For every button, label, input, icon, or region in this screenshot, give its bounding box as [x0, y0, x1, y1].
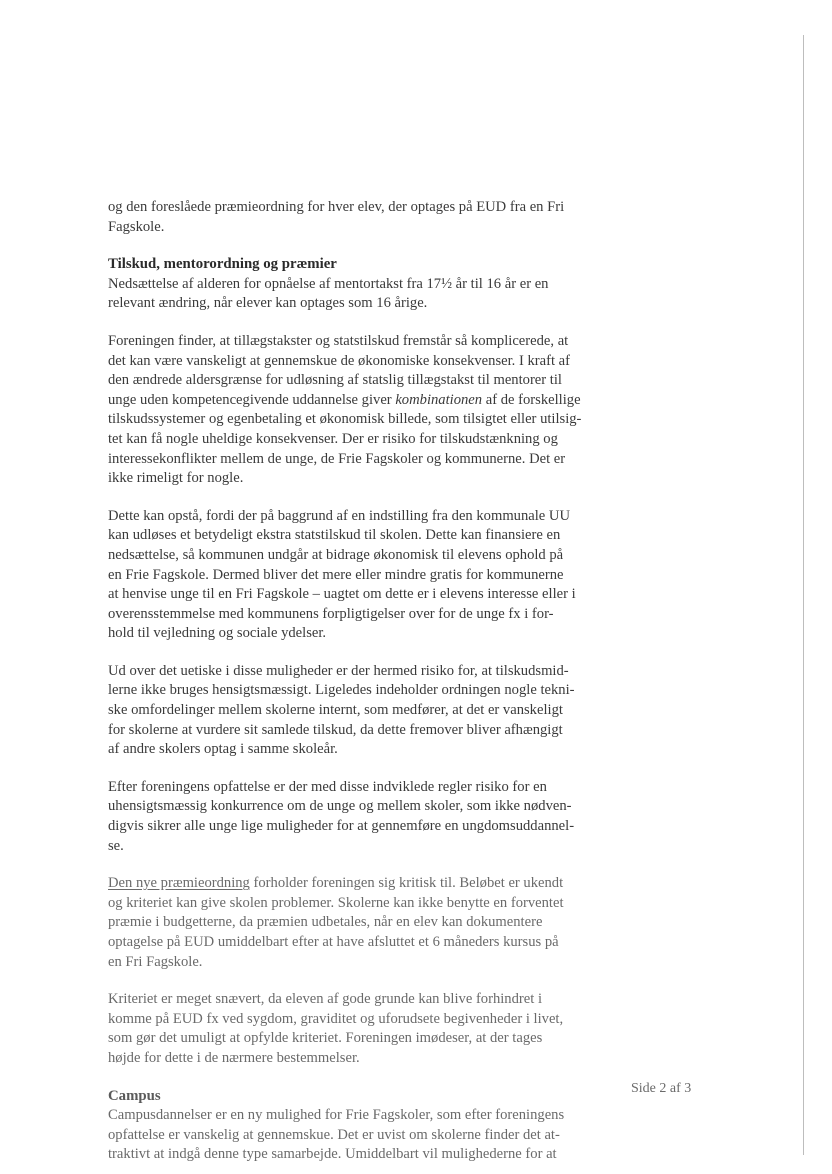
text-line: se.: [108, 837, 124, 854]
text-line: lerne ikke bruges hensigtsmæssigt. Ligeledes indeholder ordningen nogle tekni-: [108, 682, 575, 699]
page-number: Side 2 af 3: [631, 1081, 692, 1096]
paragraph-tillaegstakster: [108, 332, 583, 489]
text-line: præmie i budgetterne, da præmien udbetales, når en elev kan dokumentere: [108, 914, 543, 931]
text-line: opfattelse er vanskelig at gennemskue. Det er uvist om skolerne finder det at-: [108, 1126, 560, 1143]
text-segment: unge uden kompetencegivende uddannelse giver: [108, 391, 396, 408]
text-line: traktivt at indgå denne type samarbejde. Umiddelbart vil mulighederne for at: [108, 1146, 557, 1163]
text-line: Nedsættelse af alderen for opnåelse af mentortakst fra 17½ år til 16 år er en: [108, 275, 549, 292]
text-line: en Frie Fagskole. Dermed bliver det mere eller mindre gratis for kommunerne: [108, 566, 564, 583]
text-line: relevant ændring, når elever kan optages som 16 årige.: [108, 295, 428, 312]
text-line: Ud over det uetiske i disse muligheder er der hermed risiko for, at tilskudsmid-: [108, 662, 569, 679]
document-body: [108, 198, 583, 1165]
text-line: Efter foreningens opfattelse er der med disse indviklede regler risiko for en: [108, 778, 547, 795]
text-line: Fagskole.: [108, 218, 165, 235]
text-line: Campusdannelser er en ny mulighed for Frie Fagskoler, som efter foreningens: [108, 1107, 565, 1124]
section-heading-campus: Campus: [108, 1087, 161, 1104]
text-line: Foreningen finder, at tillægstakster og statstilskud fremstår så komplicerede, at: [108, 332, 569, 349]
text-line: for skolerne at vurdere sit samlede tilskud, da dette fremover bliver afhængigt: [108, 721, 563, 738]
text-line: optagelse på EUD umiddelbart efter at have afsluttet et 6 måneders kursus på: [108, 934, 559, 950]
text-line: højde for dette i de nærmere bestemmelser.: [108, 1049, 360, 1066]
text-line: komme på EUD fx ved sygdom, graviditet og uforudsete begivenheder i livet,: [108, 1010, 564, 1027]
text-line: at henvise unge til en Fri Fagskole – uagtet om dette er i elevens interesse eller i: [108, 586, 576, 603]
text-line: tet kan få nogle uheldige konsekvenser. Der er risiko for tilskudstænkning og: [108, 430, 558, 447]
emphasis-kombinationen: kombinationen: [395, 391, 483, 408]
paragraph-mentortakst: [108, 275, 583, 314]
text-line: digvis sikrer alle unge lige muligheder for at gennemføre en ungdomsuddannel-: [108, 818, 575, 835]
text-line: overensstemmelse med kommunens forpligtigelser over for de unge fx i for-: [108, 605, 554, 622]
text-line: og den foreslåede præmieordning for hver elev, der optages på EUD fra en Fri: [108, 199, 565, 215]
text-line: nedsættelse, så kommunen undgår at bidrage økonomisk til elevens ophold på: [108, 546, 564, 563]
paragraph-konkurrence: [108, 778, 583, 856]
text-line: interessekonflikter mellem de unge, de Frie Fagskoler og kommunerne. Det er: [108, 450, 566, 467]
paragraph-uetiske: [108, 662, 583, 760]
text-line: Dette kan opstå, fordi der på baggrund af en indstilling fra den kommunale UU: [108, 507, 571, 524]
paragraph-praemieordning: [108, 874, 583, 972]
intro-paragraph: [108, 198, 583, 237]
text-line: af andre skolers optag i samme skoleår.: [108, 741, 338, 758]
text-segment: forholder foreningen sig kritisk til. Beløbet er ukendt: [249, 875, 564, 892]
underlined-phrase: Den nye præmieordning: [108, 875, 250, 892]
text-segment: af de forskellige: [482, 391, 581, 408]
faded-region: [108, 874, 583, 1165]
text-line: ikke rimeligt for nogle.: [108, 470, 244, 487]
text-line: hold til vejledning og sociale ydelser.: [108, 625, 327, 642]
text-line: den ændrede aldersgrænse for udløsning af statslig tillægstakst til mentorer til: [108, 372, 562, 389]
text-line: ske omfordelinger mellem skolerne internt, som medfører, at det er vanskeligt: [108, 702, 563, 719]
text-line: som gør det umuligt at opfylde kriteriet. Foreningen imødeser, at der tages: [108, 1030, 543, 1047]
scan-edge-line: [803, 35, 804, 1155]
text-line: uhensigtsmæssig konkurrence om de unge og mellem skoler, som ikke nødven-: [108, 798, 572, 815]
text-line: og kriteriet kan give skolen problemer. Skolerne kan ikke benytte en forventet: [108, 894, 564, 911]
text-line: en Fri Fagskole.: [108, 953, 203, 970]
paragraph-kriteriet: [108, 990, 583, 1068]
text-line: tilskudssystemer og egenbetaling et økonomisk billede, som tilsigtet eller utilsig-: [108, 411, 582, 428]
paragraph-uu-indstilling: [108, 507, 583, 644]
text-line: det kan være vanskeligt at gennemskue de økonomiske konsekvenser. I kraft af: [108, 352, 571, 369]
section-heading-tilskud: Tilskud, mentorordning og præmier: [108, 256, 337, 273]
paragraph-campus: [108, 1106, 583, 1165]
text-line: Kriteriet er meget snævert, da eleven af gode grunde kan blive forhindret i: [108, 991, 543, 1008]
text-line: kan udløses et betydeligt ekstra statstilskud til skolen. Dette kan finansiere en: [108, 527, 561, 544]
